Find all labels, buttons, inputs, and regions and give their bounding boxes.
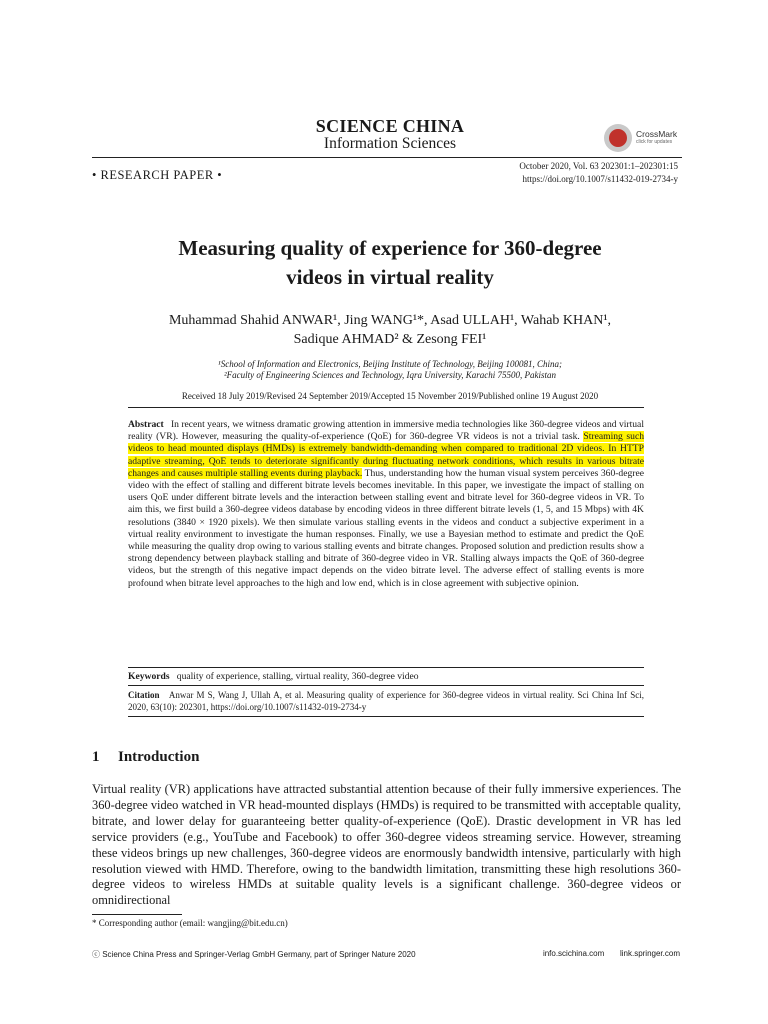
journal-subtitle: Information Sciences — [323, 135, 457, 152]
abstract-highlight: Streaming such videos to head mounted displays (HMDs) is extremely bandwidth-demanding when compared to traditional 2D videos. In HTTP adaptive streaming, QoE tends to deteriorate significantly during fluctuating network conditions, which results in various bitrate changes and causes multiple stalling events during playback. — [128, 431, 644, 479]
keywords-rule — [128, 667, 644, 668]
abstract-text: In recent years, we witness dramatic growing attention in immersive media technologies like 360-degree videos and virtual reality (VR). However, measuring the quality-of-experience (QoE) for 360-degree VR videos is not a trivial task. — [128, 419, 644, 443]
affiliations — [100, 359, 680, 381]
footer-links — [530, 949, 680, 958]
publication-volume: October 2020, Vol. 63 202301:1–202301:15 — [519, 161, 678, 171]
paper-title-line: videos in virtual reality — [286, 265, 494, 289]
citation-label: Citation — [128, 690, 160, 700]
crossmark-label: CrossMark — [636, 129, 678, 139]
publication-info — [440, 160, 678, 186]
footer-link[interactable]: link.springer.com — [619, 949, 680, 958]
paper-title — [90, 234, 690, 292]
section-heading — [92, 749, 199, 766]
abstract-text: Thus, understanding how the human visual system perceives 360-degree video with the effect of stalling and different bitrate levels becomes inevitable. In this paper, we investigate the impact of stalling on users QoE under different bitrate levels and the interaction between stalling event and bitrate level for 360-degree videos in VR. To aim this, we first build a 360-degree videos database by encoding videos in three different bitrate levels (1, 5, and 15 Mbps) with 4K resolutions (3840 × 1920 pixels). We then simulate various stalling events in the videos and conduct a subjective experiment in a virtual reality environment to investigate the human responses. Finally, we use a Bayesian method to estimate and predict the QoE while measuring the quality drop owing to various stalling events and bitrate changes. Proposed solution and prediction results show a strong dependency between playback stalling and bitrate of 360-degree video in VR. Stalling always impacts the QoE of 360-degree videos, but the strength of this negative impact depends on the video bitrate level. The adverse effect of stalling events is more profound when bitrate level approaches to the high and low end, which is in close agreement with subjective opinion. — [128, 467, 644, 589]
journal-title: SCIENCE CHINA — [315, 116, 465, 136]
received-dates: Received 18 July 2019/Revised 24 September 2019/Accepted 15 November 2019/Published online 19 August 2020 — [181, 391, 599, 401]
header-rule — [92, 157, 682, 158]
author-line: Muhammad Shahid ANWAR¹, Jing WANG¹*, Asad ULLAH¹, Wahab KHAN¹, — [168, 313, 612, 328]
citation — [128, 689, 644, 713]
footer-link[interactable]: info.scichina.com — [542, 949, 605, 958]
citation-value: Anwar M S, Wang J, Ullah A, et al. Measuring quality of experience for 360-degree videos in virtual reality. Sci China Inf Sci, 2020, 63(10): 202301, https://doi.org/10.1007/s11432-019-2734-y — [128, 690, 644, 712]
crossmark-icon — [604, 124, 632, 152]
copyright-footer: ⓒ Science China Press and Springer-Verlag GmbH Germany, part of Springer Nature 2020 — [92, 950, 416, 959]
section-title: Introduction — [118, 749, 200, 765]
affiliation-line: ²Faculty of Engineering Sciences and Technology, Iqra University, Karachi 75500, Pakistan — [223, 370, 557, 380]
publication-doi[interactable]: https://doi.org/10.1007/s11432-019-2734-y — [522, 174, 678, 184]
section-label: • RESEARCH PAPER • — [92, 168, 223, 182]
crossmark-badge[interactable] — [604, 122, 678, 154]
author-list — [100, 311, 680, 349]
keywords-label: Keywords — [128, 671, 170, 682]
footnote-rule — [92, 914, 182, 915]
abstract-top-rule — [128, 407, 644, 408]
introduction-text: Virtual reality (VR) applications have attracted substantial attention because of their fully immersive experiences. The 360-degree video watched in VR head-mounted displays (HMDs) is required to be transmitted with acceptable quality, bitrate, and lower delay for guaranteeing better quality-of-experience (QoE). Drastic development in VR has led service providers (e.g., YouTube and Facebook) to offer 360-degree videos streaming service. However, streaming these videos brings up new challenges, 360-degree videos are enormously bandwidth intensive, particularly with high resolution viewed with HMD. Therefore, owing to the bandwidth limitation, transmitting these high resolutions 360-degree videos to wireless HMDs at suitable quality levels is a significant challenge. 360-degree videos or omnidirectional — [92, 782, 681, 908]
author-line: Sadique AHMAD² & Zesong FEI¹ — [293, 332, 487, 347]
section-number: 1 — [92, 749, 100, 765]
affiliation-line: ¹School of Information and Electronics, Beijing Institute of Technology, Beijing 100081, China; — [218, 359, 562, 369]
crossmark-sublabel: click for updates — [636, 139, 673, 145]
keywords-value: quality of experience, stalling, virtual reality, 360-degree video — [176, 671, 419, 682]
abstract — [128, 419, 644, 590]
paper-title-line: Measuring quality of experience for 360-degree — [178, 236, 602, 260]
citation-bottom-rule — [128, 716, 644, 717]
abstract-label: Abstract — [128, 419, 164, 430]
keywords — [128, 671, 644, 682]
footnote: * Corresponding author (email: wangjing@bit.edu.cn) — [92, 918, 288, 928]
citation-top-rule — [128, 685, 644, 686]
